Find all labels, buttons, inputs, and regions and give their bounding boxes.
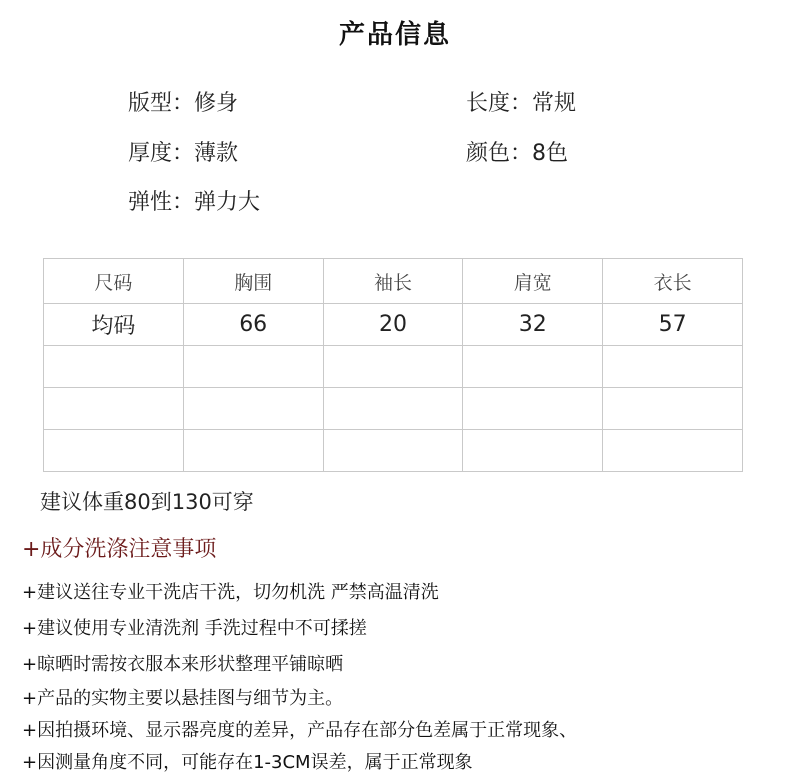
empty-cell [183, 346, 323, 388]
empty-cell [44, 346, 184, 388]
care-heading: +成分洗涤注意事项 [22, 537, 217, 562]
size-table [43, 258, 743, 472]
care-note-2: +建议使用专业清洗剂 手洗过程中不可揉搓 [22, 618, 367, 639]
care-note-1: +建议送往专业干洗店干洗，切勿机洗 严禁高温清洗 [22, 582, 439, 603]
empty-cell [603, 388, 743, 430]
color-attribute: 颜色：8色 [466, 141, 568, 166]
fit-attribute: 版型：修身 [128, 91, 239, 116]
elasticity-attribute: 弹性：弹力大 [128, 190, 261, 215]
empty-cell [463, 388, 603, 430]
care-note-4: +产品的实物主要以悬挂图与细节为主。 [22, 688, 344, 709]
empty-cell [323, 346, 463, 388]
empty-cell [463, 430, 603, 472]
weight-recommendation: 建议体重80到130可穿 [40, 490, 254, 514]
empty-cell [603, 430, 743, 472]
empty-cell [463, 346, 603, 388]
care-note-3: +晾晒时需按衣服本来形状整理平铺晾晒 [22, 654, 344, 675]
empty-cell [183, 388, 323, 430]
length-attribute: 长度：常规 [466, 91, 577, 116]
header-sleeve: 袖长 [323, 259, 463, 304]
empty-cell [44, 430, 184, 472]
header-chest: 胸围 [183, 259, 323, 304]
header-shoulder: 肩宽 [463, 259, 603, 304]
table-header-row [44, 259, 743, 304]
thickness-attribute: 厚度：薄款 [128, 141, 239, 166]
cell-chest: 66 [183, 304, 323, 346]
table-row [44, 304, 743, 346]
empty-cell [323, 430, 463, 472]
cell-shoulder: 32 [463, 304, 603, 346]
cell-sleeve: 20 [323, 304, 463, 346]
table-row-empty [44, 388, 743, 430]
table-row-empty [44, 346, 743, 388]
table-row-empty [44, 430, 743, 472]
empty-cell [603, 346, 743, 388]
cell-length: 57 [603, 304, 743, 346]
page-title: 产品信息 [338, 20, 451, 50]
empty-cell [323, 388, 463, 430]
empty-cell [183, 430, 323, 472]
care-note-5: +因拍摄环境、显示器亮度的差异，产品存在部分色差属于正常现象、 [22, 720, 578, 741]
header-length: 衣长 [603, 259, 743, 304]
header-size: 尺码 [44, 259, 184, 304]
cell-size: 均码 [44, 304, 184, 346]
care-note-6: +因测量角度不同，可能存在1-3CM误差，属于正常现象 [22, 752, 473, 773]
empty-cell [44, 388, 184, 430]
